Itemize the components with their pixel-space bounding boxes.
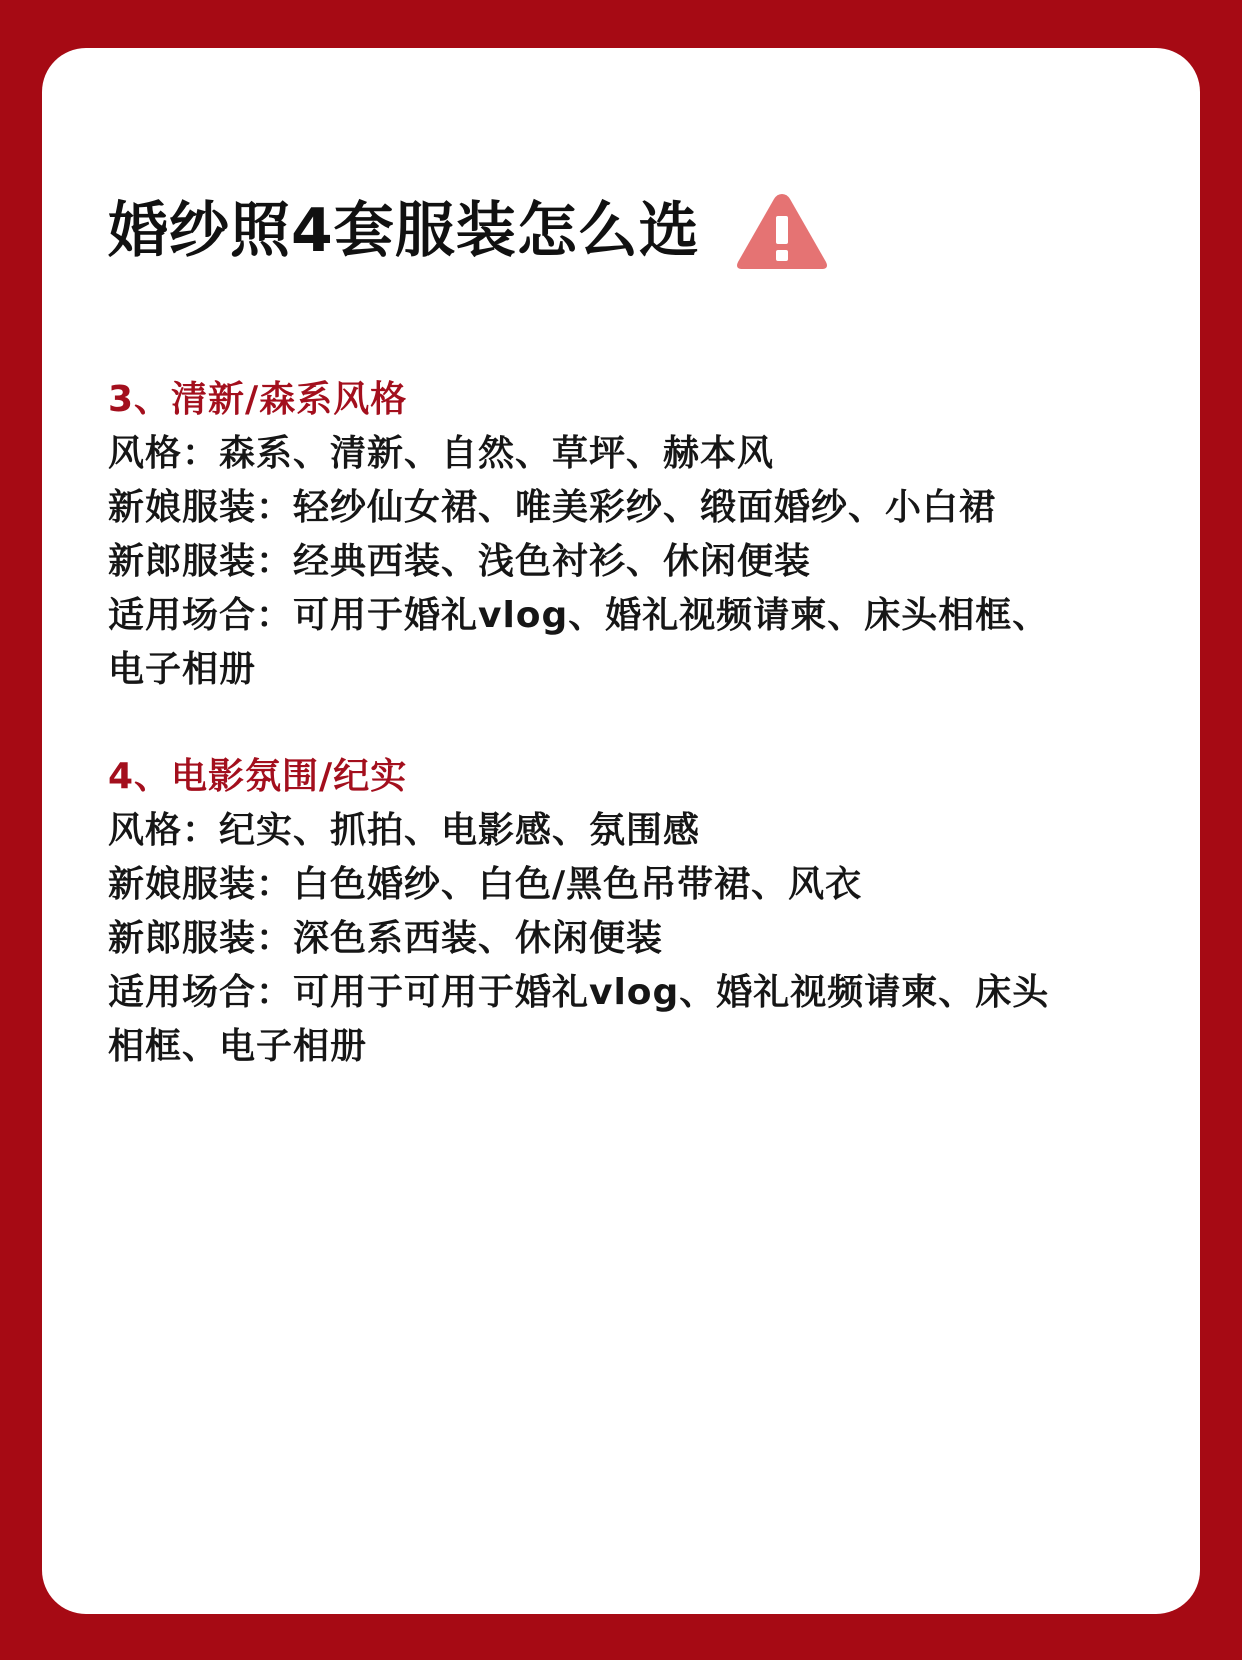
usage-line-continued: 相框、电子相册: [108, 1026, 368, 1067]
style-line: 风格：森系、清新、自然、草坪、赫本风: [108, 433, 775, 474]
groom-outfit-line: 新郎服装：深色系西装、休闲便装: [108, 918, 664, 959]
usage-line: 适用场合：可用于可用于婚礼vlog、婚礼视频请柬、床头: [108, 972, 1050, 1013]
warning-triangle-icon: [734, 188, 830, 274]
section-film-documentary: [108, 750, 1168, 1074]
bride-outfit-line: 新娘服装：白色婚纱、白色/黑色吊带裙、风衣: [108, 864, 863, 905]
bride-outfit-line: 新娘服装：轻纱仙女裙、唯美彩纱、缎面婚纱、小白裙: [108, 487, 997, 528]
usage-line: 适用场合：可用于婚礼vlog、婚礼视频请柬、床头相框、: [108, 595, 1050, 636]
section-heading: 3、清新/森系风格: [108, 379, 408, 420]
groom-outfit-line: 新郎服装：经典西装、浅色衬衫、休闲便装: [108, 541, 812, 582]
section-heading: 4、电影氛围/纪实: [108, 756, 408, 797]
content-card: [42, 48, 1200, 1614]
section-fresh-forest-style: [108, 373, 1168, 697]
style-line: 风格：纪实、抓拍、电影感、氛围感: [108, 810, 701, 851]
usage-line-continued: 电子相册: [108, 649, 257, 690]
page-title: 婚纱照4套服装怎么选: [108, 196, 700, 266]
title-row: [108, 188, 830, 274]
